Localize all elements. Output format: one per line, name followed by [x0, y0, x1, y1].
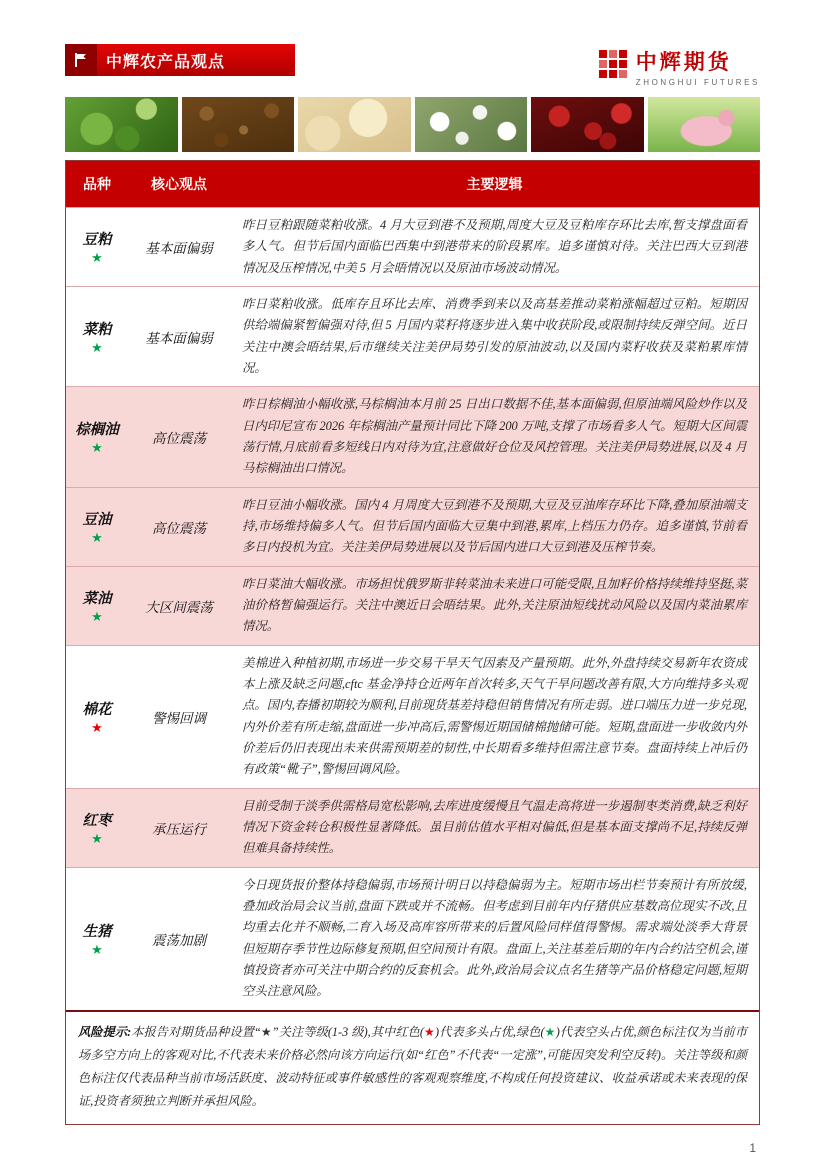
- rating-star: ★: [91, 339, 103, 355]
- rapeseed-meal-photo: [182, 97, 295, 152]
- risk-text: )代表多头占优,绿色(: [435, 1024, 545, 1039]
- variety-cell: [66, 789, 128, 867]
- main-logic: 今日现货报价整体持稳偏弱,市场预计明日以持稳偏弱为主。短期市场出栏节奏预计有所放缓,叠加政治局会议当前,盘面下跌或并不流畅。但考虑到目前年内仔猪供应基数高位现实不改,且均重去化并不顺畅,二育入场及高库容所带来的后置风险同样值得警惕。需求端处淡季大背景但短期存季节性边际修复预期,但空间预计有限。盘面上,关注基差后期的年内合约沽空机会,谨慎投资者亦可关注中期合约的反套机会。此外,政治局会议点名生猪等产品价格稳定问题,短期空头注意风险。: [242, 877, 747, 999]
- risk-disclaimer: [66, 1010, 759, 1125]
- company-logo: [598, 44, 760, 87]
- variety-cell: [66, 646, 128, 788]
- table-row-rapeseed-oil: [66, 566, 759, 645]
- header-main-logic: 主要逻辑: [466, 176, 523, 192]
- star-symbol: ★: [260, 1024, 272, 1039]
- main-logic: 昨日豆油小幅收涨。国内 4 月周度大豆到港不及预期,大豆及豆油库存环比下降,叠加原油端支持,市场维持偏多人气。但节后国内面临大豆集中到港,累库,上档压力仍存。追多谨慎,节前看多日内投机为宜。关注美伊局势进展以及节后国内进口大豆到港及压榨节奏。: [242, 497, 747, 555]
- report-table: [65, 160, 760, 1125]
- main-logic: 目前受制于淡季供需格局宽松影响,去库进度缓慢且气温走高将进一步遏制枣类消费,缺乏利好情况下资金转仓积极性显著降低。虽目前估值水平相对偏低,但是基本面支撑尚不足,持续反弹但难具备持续性。: [242, 798, 747, 856]
- core-view: 基本面偏弱: [145, 240, 213, 256]
- main-logic: 昨日棕榈油小幅收涨,马棕榈油本月前 25 日出口数据不佳,基本面偏弱,但原油端风险炒作以及日内印尼宣布 2026 年棕榈油产量预计同比下降 200 万吨,支撑了市场看多人气。短期大区间震荡行情,月底前看多短线日内对待为宜,注意做好仓位及风控管理。关注美伊局势进展,以及 4 月马棕榈油出口情况。: [242, 397, 747, 476]
- rating-star: ★: [91, 830, 103, 846]
- variety-name: 豆油: [82, 511, 112, 528]
- rating-star: ★: [91, 941, 103, 957]
- table-row-soybean-oil: [66, 487, 759, 566]
- risk-text: ”关注等级(1-3 级),其中红色(: [271, 1024, 424, 1039]
- main-logic: 昨日豆粕跟随菜粕收涨。4 月大豆到港不及预期,周度大豆及豆粕库存环比去库,暂支撑盘面看多人气。但节后国内面临巴西集中到港带来的阶段累库。追多谨慎对待。关注巴西大豆到港情况及压榨情况,中美 5 月会晤情况以及原油市场波动情况。: [242, 218, 747, 275]
- rating-star: ★: [91, 440, 103, 456]
- variety-cell: [66, 287, 128, 386]
- logo-grid-icon: [598, 49, 628, 84]
- core-view: 高位震荡: [152, 520, 206, 536]
- variety-cell: [66, 208, 128, 286]
- table-row-red-dates: [66, 788, 759, 867]
- header-variety: 品种: [83, 176, 111, 192]
- main-logic: 美棉进入种植初期,市场进一步交易干旱天气因素及产量预期。此外,外盘持续交易新年农资成本上涨及缺乏问题,cftc 基金净持仓近两年首次转多,天气干旱问题改善有限,大方向维持多头观点。国内,春播初期较为顺利,目前现货基差持稳但销售情况有所走弱。进口端压力进一步兑现,内外价差有所走缩,盘面进一步冲高后,需警惕近期国储棉抛储可能。短期,盘面进一步收敛内外价差后仍旧表现出未来供需预期差的韧性,中长期看多维持但需注意节奏。盘面持续上冲后仍有政策“靴子”,警惕回调风险。: [242, 655, 747, 777]
- core-view: 高位震荡: [152, 430, 206, 446]
- logo-text: [636, 46, 760, 87]
- piglet-photo: [648, 97, 761, 152]
- soybean-plants-photo: [65, 97, 178, 152]
- banner: [65, 44, 295, 76]
- main-logic: 昨日菜油大幅收涨。市场担忧俄罗斯非转菜油未来进口可能受限,且加籽价格持续维持坚挺,菜油价格暂偏强运行。关注中澳近日会晤结果。此外,关注原油短线扰动风险以及国内菜油累库情况。: [242, 576, 747, 634]
- variety-cell: [66, 387, 128, 486]
- core-view: 警惕回调: [152, 710, 206, 726]
- table-header-row: [66, 161, 759, 207]
- rating-star: ★: [91, 608, 103, 624]
- table-row-soybean-meal: [66, 207, 759, 286]
- table-row-rapeseed-meal: [66, 286, 759, 386]
- rating-star: ★: [91, 529, 103, 545]
- variety-name: 红枣: [82, 812, 112, 829]
- bearish-star-symbol: ★: [544, 1024, 556, 1039]
- risk-text: )代表空头占优,颜色标注仅为当前市场多空方向上的客观对比,不代表未来价格必然向该方向运行(如“红色”不代表“一定涨”,可能因突发利空反转)。关注等级和颜色标注仅代表品种当前市场活跃度、波动特征或事件敏感性的客观观察维度,不构成任何投资建议、收益承诺或未来表现的保证,投资者须独立判断并承担风险。: [78, 1024, 748, 1109]
- grain-meal-photo: [298, 97, 411, 152]
- rating-star: ★: [91, 250, 103, 266]
- photo-strip: [65, 97, 760, 152]
- core-view: 震荡加剧: [152, 932, 206, 948]
- flag-icon: [65, 44, 97, 76]
- table-row-palm-oil: [66, 386, 759, 486]
- logo-name: 中辉期货: [635, 51, 732, 74]
- red-dates-photo: [531, 97, 644, 152]
- main-logic: 昨日菜粕收涨。低库存且环比去库、消费季到来以及高基差推动菜粕涨幅超过豆粕。短期因供给端偏紧暂偏强对待,但 5 月国内菜籽将逐步进入集中收获阶段,或限制持续反弹空间。近日关注中澳会晤结果,后市继续关注美伊局势引发的原油波动,以及国内菜籽收获及菜粕累库情况。: [242, 296, 747, 375]
- risk-text: 本报告对期货品种设置“: [131, 1024, 261, 1039]
- cotton-plant-photo: [415, 97, 528, 152]
- core-view: 承压运行: [152, 821, 206, 837]
- logo-subtitle: ZHONGHUI FUTURES: [635, 78, 760, 87]
- core-view: 基本面偏弱: [145, 330, 213, 346]
- core-view: 大区间震荡: [145, 599, 213, 615]
- variety-cell: [66, 488, 128, 566]
- table-row-live-hogs: [66, 867, 759, 1010]
- header-core-view: 核心观点: [151, 176, 207, 192]
- variety-name: 菜粕: [82, 321, 112, 338]
- rating-star: ★: [91, 719, 103, 735]
- table-row-cotton: [66, 645, 759, 788]
- risk-label: 风险提示:: [78, 1024, 132, 1039]
- variety-name: 棕榈油: [75, 422, 119, 439]
- variety-name: 菜油: [82, 590, 112, 607]
- variety-name: 生猪: [82, 923, 112, 940]
- bullish-star-symbol: ★: [423, 1024, 436, 1039]
- variety-cell: [66, 567, 128, 645]
- variety-cell: [66, 868, 128, 1010]
- report-header: [65, 44, 760, 87]
- banner-title: 中辉农产品观点: [106, 53, 226, 71]
- variety-name: 棉花: [82, 701, 112, 718]
- variety-name: 豆粕: [82, 232, 112, 249]
- page-number: 1: [749, 1141, 756, 1156]
